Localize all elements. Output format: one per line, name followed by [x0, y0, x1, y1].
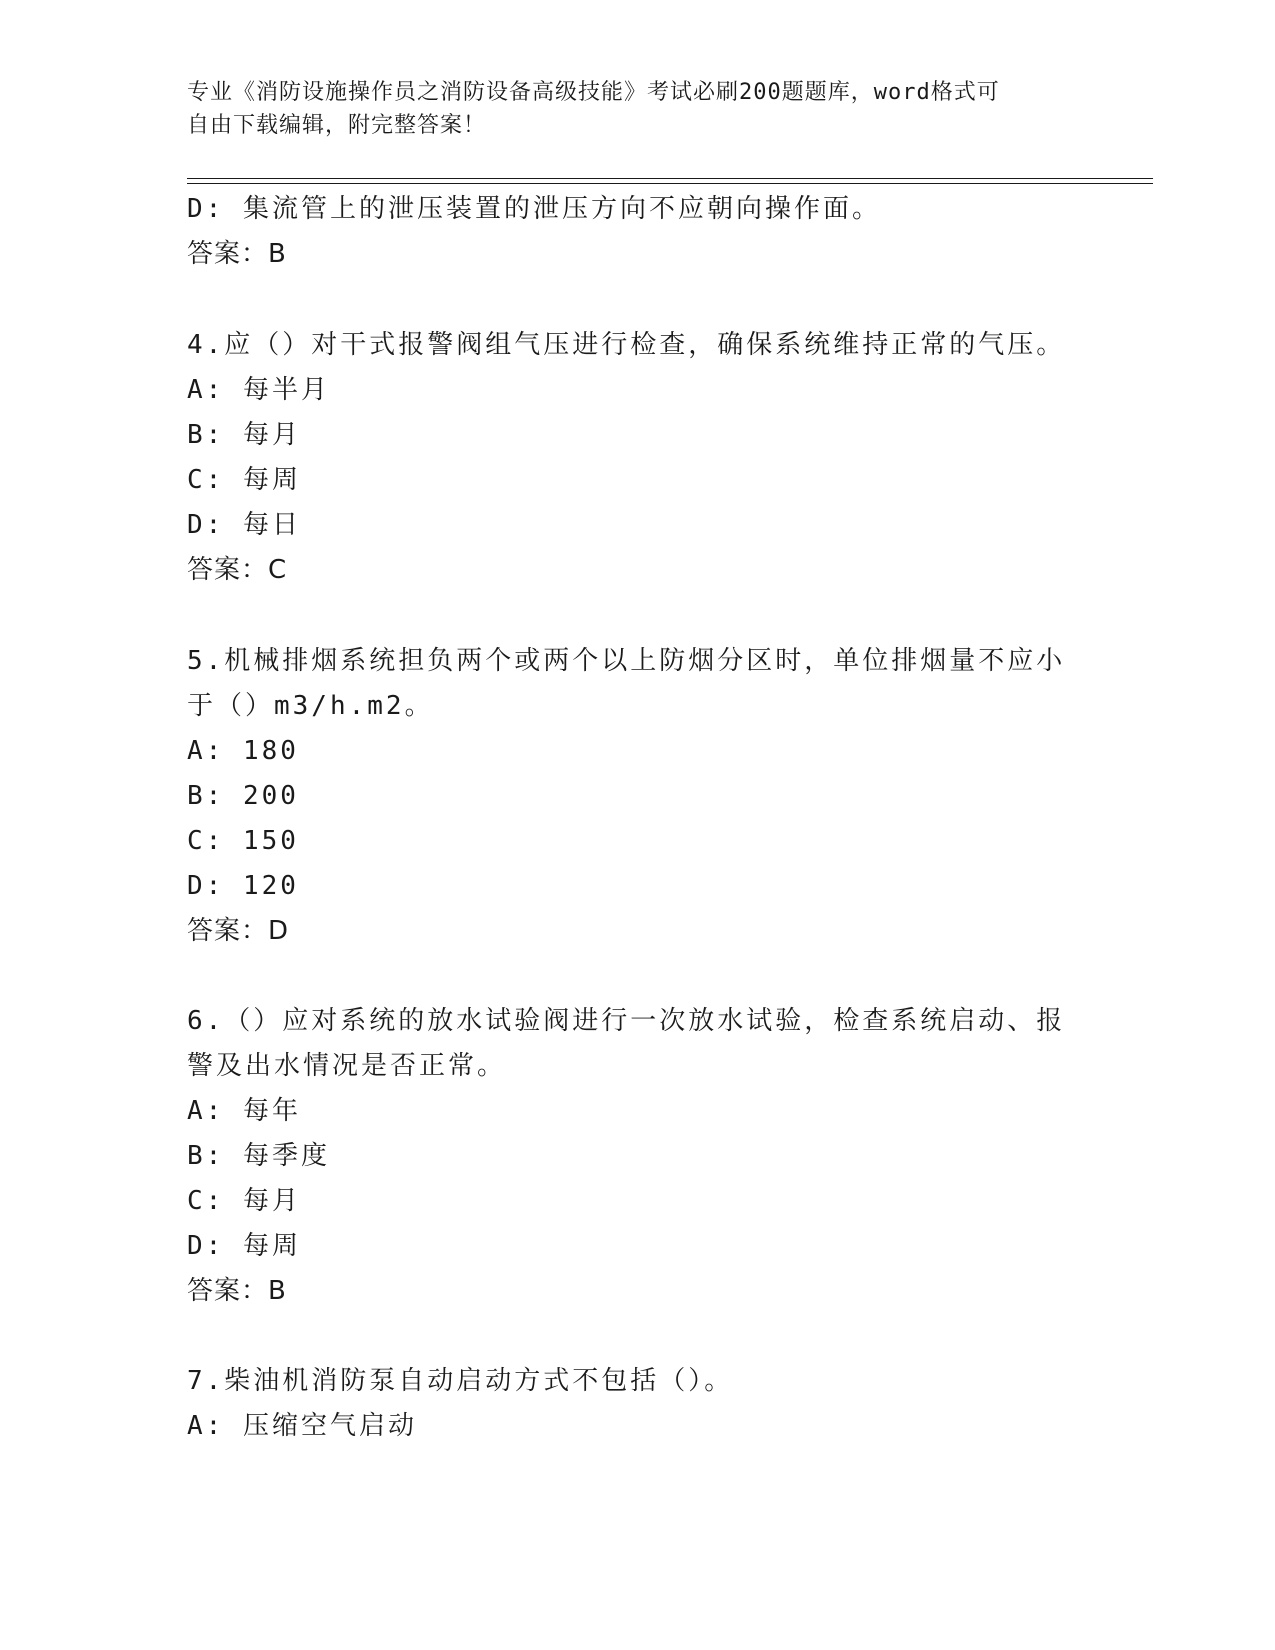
q4-stem: 4.应（）对干式报警阀组气压进行检查，确保系统维持正常的气压。	[187, 330, 1066, 360]
q5-stem-line-1: 5.机械排烟系统担负两个或两个以上防烟分区时，单位排烟量不应小	[187, 646, 1066, 676]
header-divider-top	[187, 178, 1153, 179]
q6-answer: 答案：B	[187, 1276, 287, 1306]
document-header	[187, 76, 1067, 142]
q3-option-d: D: 集流管上的泄压装置的泄压方向不应朝向操作面。	[187, 194, 881, 224]
q6-option-c: C: 每月	[187, 1186, 301, 1216]
q5-option-c: C: 150	[187, 826, 299, 856]
q4-option-d: D: 每日	[187, 510, 301, 540]
q6-option-d: D: 每周	[187, 1231, 301, 1261]
q4-option-b: B: 每月	[187, 420, 301, 450]
q7-stem: 7.柴油机消防泵自动启动方式不包括（）。	[187, 1366, 734, 1396]
q5-option-a: A: 180	[187, 736, 299, 766]
header-title-line-1: 专业《消防设施操作员之消防设备高级技能》考试必刷200题题库，word格式可	[187, 80, 1000, 105]
q6-stem-line-2: 警及出水情况是否正常。	[187, 1051, 507, 1081]
q4-option-c: C: 每周	[187, 465, 301, 495]
q7-option-a: A: 压缩空气启动	[187, 1411, 417, 1441]
q4-option-a: A: 每半月	[187, 375, 330, 405]
q5-option-d: D: 120	[187, 871, 299, 901]
q6-stem-line-1: 6.（）应对系统的放水试验阀进行一次放水试验，检查系统启动、报	[187, 1006, 1066, 1036]
q6-option-b: B: 每季度	[187, 1141, 330, 1171]
q5-option-b: B: 200	[187, 781, 299, 811]
header-divider-bottom	[187, 183, 1153, 184]
q5-answer: 答案：D	[187, 916, 290, 946]
header-title-line-2: 自由下载编辑，附完整答案！	[187, 113, 487, 138]
q6-option-a: A: 每年	[187, 1096, 301, 1126]
q3-answer: 答案：B	[187, 239, 287, 269]
q5-stem-line-2: 于（）m3/h.m2。	[187, 691, 434, 721]
q4-answer: 答案：C	[187, 555, 288, 585]
